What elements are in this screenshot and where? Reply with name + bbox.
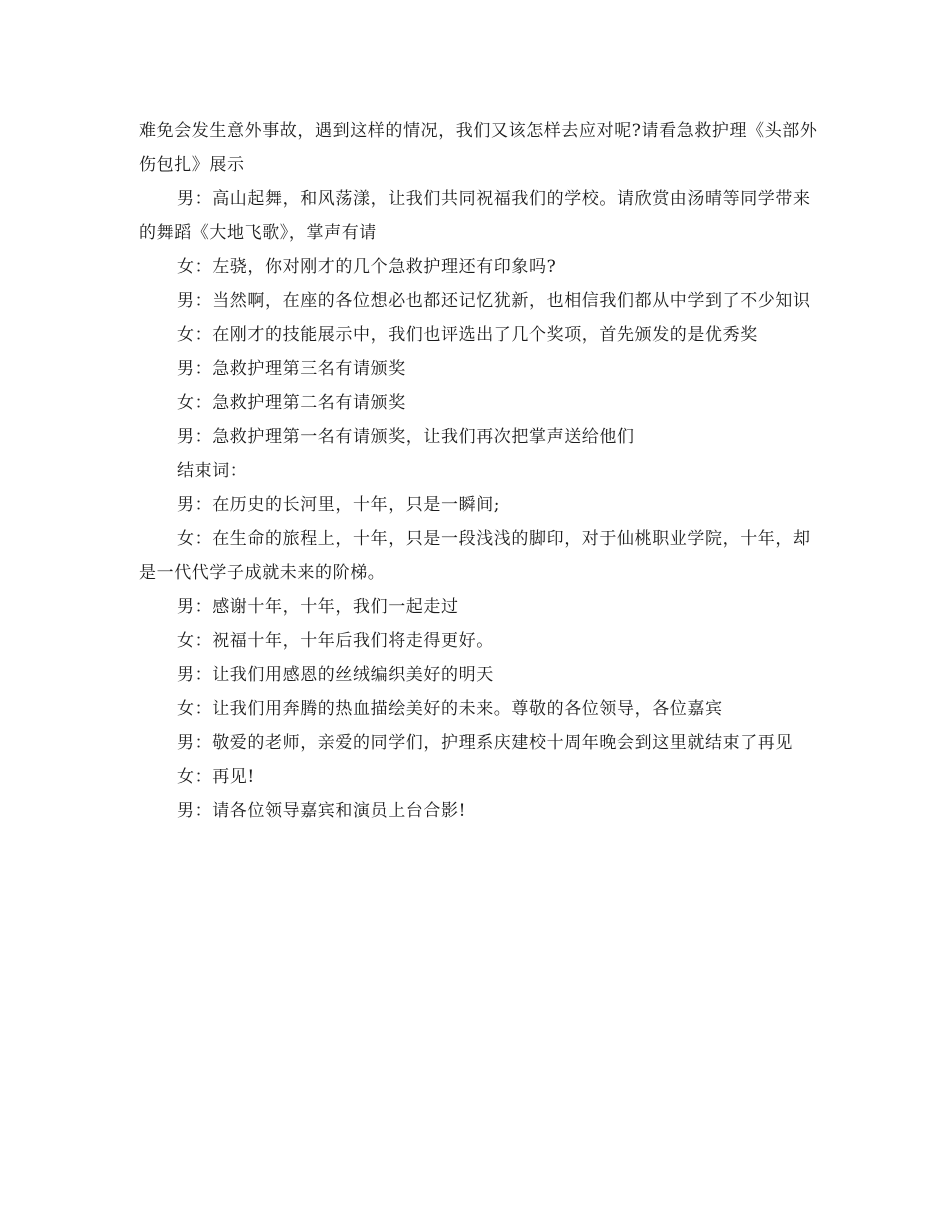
paragraph-16: 女：再见! xyxy=(177,767,255,787)
paragraph-15: 男：敬爱的老师，亲爱的同学们，护理系庆建校十周年晚会到这里就结束了再见 xyxy=(177,733,793,753)
paragraph-12: 女：祝福十年，十年后我们将走得更好。 xyxy=(177,631,494,651)
paragraph-13: 男：让我们用感恩的丝绒编织美好的明天 xyxy=(177,665,494,685)
section-heading-closing: 结束词： xyxy=(177,461,248,481)
paragraph-3: 男：当然啊，在座的各位想必也都还记忆犹新，也相信我们都从中学到了不少知识 xyxy=(177,291,811,311)
paragraph-5: 男：急救护理第三名有请颁奖 xyxy=(177,359,406,379)
paragraph-4: 女：在刚才的技能展示中，我们也评选出了几个奖项，首先颁发的是优秀奖 xyxy=(177,325,758,345)
paragraph-17: 男：请各位领导嘉宾和演员上台合影! xyxy=(177,801,467,821)
paragraph-2: 女：左骁，你对刚才的几个急救护理还有印象吗? xyxy=(177,257,557,277)
paragraph-9: 男：在历史的长河里，十年，只是一瞬间; xyxy=(177,495,501,515)
paragraph-7: 男：急救护理第一名有请颁奖，让我们再次把掌声送给他们 xyxy=(177,427,635,447)
paragraph-6: 女：急救护理第二名有请颁奖 xyxy=(177,393,406,413)
paragraph-0: 难免会发生意外事故，遇到这样的情况，我们又该怎样去应对呢?请看急救护理《头部外伤包扎》展示 xyxy=(139,121,818,175)
paragraph-11: 男：感谢十年，十年，我们一起走过 xyxy=(177,597,459,617)
paragraph-14: 女：让我们用奔腾的热血描绘美好的未来。尊敬的各位领导，各位嘉宾 xyxy=(177,699,723,719)
paragraph-1: 男：高山起舞，和风荡漾，让我们共同祝福我们的学校。请欣赏由汤晴等同学带来的舞蹈《大地飞歌》，掌声有请 xyxy=(139,189,811,243)
document-body xyxy=(139,114,819,828)
paragraph-10: 女：在生命的旅程上，十年，只是一段浅浅的脚印，对于仙桃职业学院，十年，却是一代代学子成就未来的阶梯。 xyxy=(139,529,811,583)
